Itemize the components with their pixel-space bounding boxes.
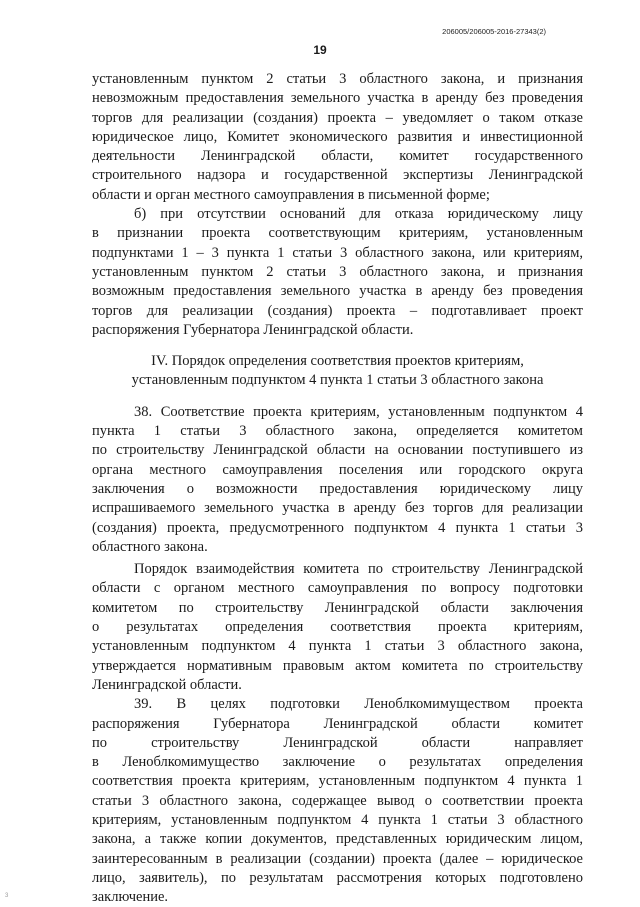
text-line: установленным пунктом 2 статьи 3 областного закона, и признания [92, 71, 583, 87]
text-line: распоряжения Губернатора Ленинградской области комитет [92, 715, 583, 732]
text-line: невозможным предоставления земельного участка в аренду без проведения [92, 90, 583, 107]
text-line: заинтересованным в реализации (создании) проекта (далее – юридическое [92, 850, 583, 867]
section-heading-line: установленным подпунктом 4 пункта 1 статьи 3 областного закона [131, 372, 544, 389]
text-line: в признании проекта соответствующим критериям, установленным [92, 225, 583, 242]
document-id: 206005/206005-2016-27343(2) [442, 27, 546, 36]
text-line: соответствия проекта критериям, установленным подпунктом 4 пункта 1 [92, 773, 583, 790]
text-line: б) при отсутствии оснований для отказа юридическому лицу [134, 206, 583, 223]
text-line: органа местного самоуправления поселения или городского округа [92, 461, 583, 478]
paragraph-b [92, 205, 583, 340]
text-line: пункта 1 статьи 3 областного закона, определяется комитетом [92, 423, 583, 440]
section-heading-line: IV. Порядок определения соответствия проектов критериям, [151, 353, 524, 370]
paragraph-order [92, 560, 583, 695]
margin-mark: 3 [5, 893, 9, 899]
text-line: Ленинградской области. [92, 676, 242, 693]
text-line: установленным подпунктом 4 пункта 1 статьи 3 областного закона, [92, 638, 583, 655]
text-line: утверждается нормативным правовым актом комитета по строительству [92, 657, 583, 674]
text-line: испрашиваемого земельного участка в аренду без торгов для реализации [92, 500, 583, 517]
text-line: подпунктами 1 – 3 пункта 1 статьи 3 областного закона, или критериям, [92, 244, 583, 261]
text-line: торгов для реализации (создания) проекта – подготавливает проект [92, 302, 583, 319]
text-line: распоряжения Губернатора Ленинградской области. [92, 321, 414, 338]
text-line: строительного надзора и государственной экспертизы Ленинградской [92, 167, 583, 184]
text-line: заключения о возможности предоставления юридическому лицу [92, 480, 583, 497]
text-line: возможным предоставления земельного участка в аренду без проведения [92, 283, 583, 300]
text-line: в Леноблкомимущество заключение о результатах определения [92, 754, 583, 771]
text-line: областного закона. [92, 538, 208, 555]
document-body [92, 70, 583, 907]
text-line: области с органом местного самоуправления по вопросу подготовки [92, 580, 583, 597]
text-line: установленным пунктом 2 статьи 3 областного закона, и признания [92, 263, 583, 280]
text-line: заключение. [92, 889, 169, 906]
text-line: 38. Соответствие проекта критериям, установленным подпунктом 4 [134, 403, 583, 420]
paragraph-39 [92, 695, 583, 907]
text-line: комитетом по строительству Ленинградской области заключения [92, 599, 583, 616]
text-line: деятельности Ленинградской области, комитет государственного [92, 148, 583, 165]
text-line: критериям, установленным подпунктом 4 пункта 1 статьи 3 областного [92, 811, 583, 828]
text-line: (создания) проекта, предусмотренного подпунктом 4 пункта 1 статьи 3 [92, 519, 583, 536]
text-line: Порядок взаимодействия комитета по строительству Ленинградской [134, 561, 583, 578]
text-line: о результатах определения соответствия проекта критериям, [92, 619, 583, 636]
page-number: 19 [313, 43, 327, 57]
text-line: по строительству Ленинградской области на основании поступившего из [92, 442, 583, 459]
text-line: по строительству Ленинградской области направляет [92, 734, 583, 751]
text-line: лицо, заявитель), по результатам рассмотрения которых подготовлено [92, 869, 583, 886]
text-line: области и орган местного самоуправления в письменной форме; [92, 186, 490, 203]
text-line: юридическое лицо, Комитет экономического развития и инвестиционной [92, 128, 583, 145]
paragraph-continuation [92, 70, 583, 205]
paragraph-38 [92, 403, 583, 557]
text-line: торгов для реализации (создания) проекта – уведомляет о таком отказе [92, 109, 583, 126]
text-line: 39. В целях подготовки Леноблкомимуществом проекта [134, 696, 583, 713]
text-line: закона, а также копии документов, представленных юридическим лицом, [92, 831, 583, 848]
section-heading [92, 352, 583, 391]
text-line: статьи 3 областного закона, содержащее вывод о соответствии проекта [92, 792, 583, 809]
